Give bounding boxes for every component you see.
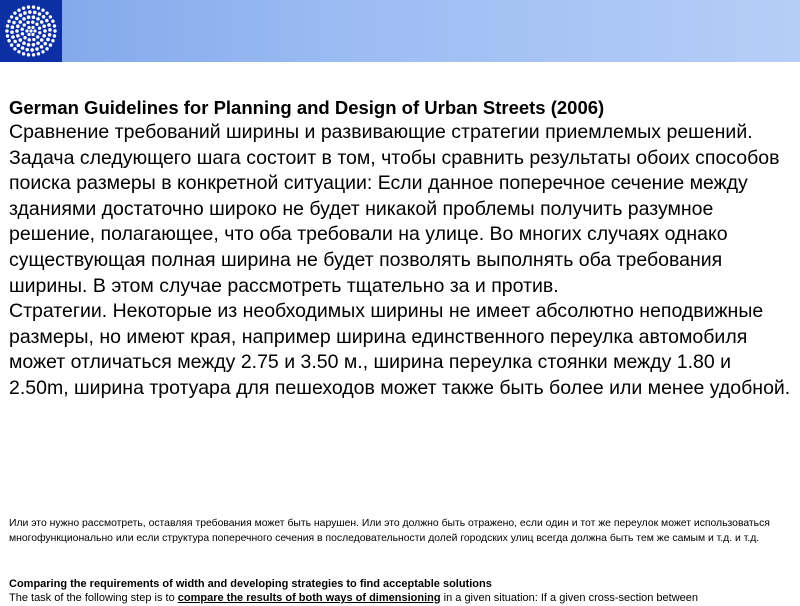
slide-body: [9, 95, 794, 402]
logo-dot: [5, 29, 8, 32]
logo-dot: [48, 33, 52, 37]
logo-dot: [32, 38, 35, 41]
logo-dot: [48, 28, 52, 32]
logo-dot: [33, 11, 37, 15]
logo-dot: [19, 13, 23, 17]
logo-dot: [53, 29, 56, 32]
logo-dot: [27, 33, 30, 36]
logo-dot: [32, 5, 35, 8]
logo-dot: [40, 45, 44, 49]
logo-dot: [26, 21, 29, 24]
logo-dot: [25, 48, 29, 52]
slide-subtitle: Сравнение требований ширины и развивающие стратегии приемлемых решений.: [9, 121, 753, 143]
logo-dot: [43, 29, 47, 33]
logo-dot: [51, 20, 54, 23]
logo-dot: [30, 48, 34, 52]
english-title: Comparing the requirements of width and developing strategies to find acceptable solutions: [9, 578, 492, 590]
logo-dot: [36, 17, 40, 21]
logo-dot: [32, 53, 35, 56]
header-band: [0, 0, 800, 62]
logo-dot: [23, 36, 26, 39]
logo-dot: [28, 38, 31, 41]
logo-dot: [32, 43, 36, 47]
logo-dot: [53, 24, 56, 27]
logo-dot: [12, 21, 16, 25]
logo-dot: [27, 43, 31, 47]
logo-dot: [10, 43, 13, 46]
logo-dot: [22, 41, 26, 45]
logo-dot: [18, 38, 22, 42]
logo-dot: [16, 24, 20, 28]
logo-dot: [43, 42, 47, 46]
logo-dot: [15, 29, 19, 33]
logo-dot: [37, 6, 40, 9]
logo-dot: [35, 23, 38, 26]
logo-dot: [31, 20, 34, 23]
logo-dot: [11, 35, 15, 39]
logo-dot: [13, 11, 16, 14]
logo-dot: [27, 15, 31, 19]
logo-dot: [21, 32, 24, 35]
logo-dot: [53, 34, 56, 37]
logo-dot: [10, 15, 13, 18]
slide-title: German Guidelines for Planning and Design of Urban Streets (2006): [9, 97, 605, 118]
note-text: Или это нужно рассмотреть, оставляя требования может быть нарушен. Или это должно быть отражено, если один и тот же переулок может использоваться многофункционально или если структура поперечного сечения в последовательности долей городских улиц всегда должна быть тем же самым и т.д. и т.д.: [9, 518, 770, 544]
logo-dot: [35, 47, 39, 51]
logo-dot: [38, 31, 41, 34]
logo-dot: [36, 41, 40, 45]
logo-dot: [42, 34, 46, 38]
paragraph-strategies: Стратегии. Некоторые из необходимых ширины не имеет абсолютно неподвижные размеры, но имеют края, например ширина единственного переулка автомобиля может отличаться между 2.75 и 3.50 м., ширина переулка стоянки между 1.80 и 2.50m, ширина тротуара для пешеходов может также быть более или менее удобной.: [9, 300, 791, 399]
logo-dot: [45, 47, 48, 50]
english-text-emphasis: compare the results of both ways of dimensioning: [177, 592, 441, 604]
logo-dot: [32, 15, 36, 19]
logo-dot: [27, 53, 30, 56]
logo-dot: [22, 6, 25, 9]
logo-dot: [27, 5, 30, 8]
logo-dot: [49, 15, 52, 18]
notes-block: [9, 516, 794, 546]
logo-dot: [38, 12, 42, 16]
logo-dot: [31, 26, 34, 29]
logo-dot: [23, 23, 26, 26]
logo-dot: [17, 9, 20, 12]
logo-dot: [45, 11, 48, 14]
logo-dot: [37, 52, 40, 55]
english-text-part2: in a given situation: If a given cross-section between: [440, 592, 699, 604]
logo-dot: [15, 17, 19, 21]
english-text: [9, 591, 794, 606]
logo-dot: [51, 39, 54, 42]
logo-dot: [6, 24, 9, 27]
logo-dot: [41, 9, 44, 12]
logo-dot: [7, 20, 10, 23]
paragraph-task: Задача следующего шага состоит в том, чтобы сравнить результаты обоих способов поиска размеры в конкретной ситуации: Если данное поперечное сечение между зданиями достаточно широко не будет никакой проблемы получить разумное решение, полагающее, что оба требовали на улице. Во многих случаях однако существующая полная ширина не будет позволять выполнять оба требования ширины. В этом случае рассмотреть тщательно за и против.: [9, 146, 780, 297]
logo-dot: [11, 25, 15, 29]
logo-dot: [17, 50, 20, 53]
logo-dot: [7, 39, 10, 42]
logo-dot: [49, 43, 52, 46]
logo-dot: [22, 52, 25, 55]
logo-dot: [31, 33, 34, 36]
logo-dot: [25, 29, 28, 32]
logo-dot: [10, 30, 14, 34]
logo-dot: [42, 24, 46, 28]
logo-dot: [33, 29, 36, 32]
star-circle-logo-icon: [0, 0, 62, 62]
logo-dot: [13, 40, 17, 44]
logo-dot: [40, 38, 44, 42]
logo-dot: [17, 43, 21, 47]
logo-dot: [29, 29, 32, 32]
logo-dot: [36, 35, 39, 38]
logo-dot: [21, 46, 25, 50]
logo-dot: [13, 47, 16, 50]
logo-dot: [47, 23, 51, 27]
logo-dot: [42, 15, 46, 19]
logo-dot: [22, 17, 26, 21]
logo-dot: [18, 20, 22, 24]
logo-dot: [28, 10, 32, 14]
logo-dot: [27, 26, 30, 29]
logo-dot: [16, 34, 20, 38]
logo-dot: [20, 28, 23, 31]
logo-dot: [23, 11, 27, 15]
logo-dot: [46, 38, 50, 42]
logo-dot: [45, 19, 49, 23]
logo-dot: [38, 26, 41, 29]
logo-dot: [40, 20, 44, 24]
logo-dot: [6, 34, 9, 37]
english-text-part1: The task of the following step is to: [9, 592, 178, 604]
logo-dot: [41, 50, 44, 53]
